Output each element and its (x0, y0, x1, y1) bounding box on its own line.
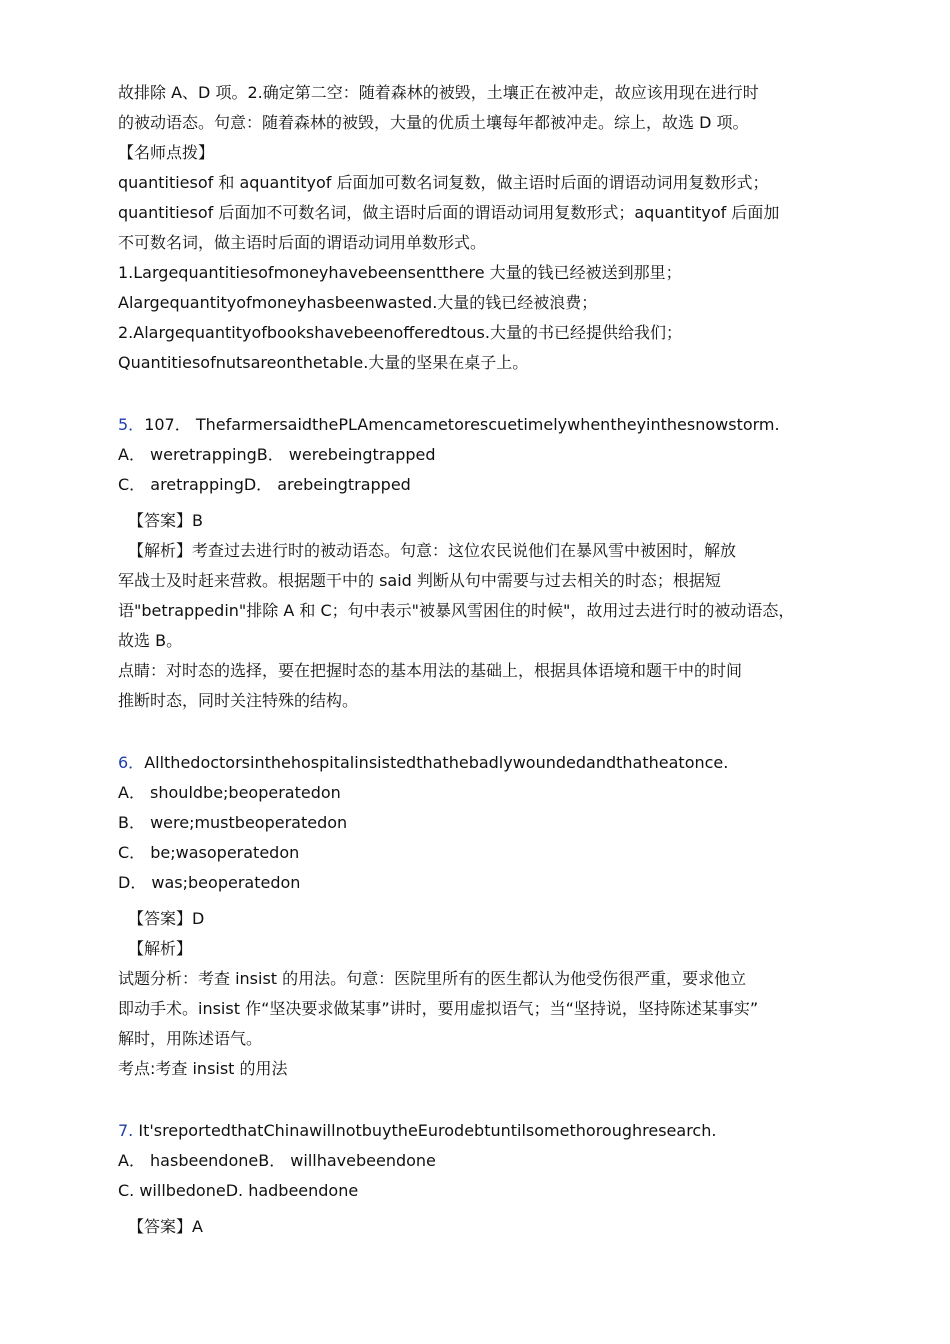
document-page (118, 78, 848, 1242)
answer-line: 【答案】B (128, 511, 203, 530)
option-line: C. willbedoneD. hadbeendone (118, 1181, 359, 1200)
option-line: B． were;mustbeoperatedon (118, 813, 348, 832)
analysis-line: 点睛：对时态的选择，要在把握时态的基本用法的基础上，根据具体语境和题干中的时间 (118, 661, 743, 680)
text-line: quantitiesof 后面加不可数名词，做主语时后面的谓语动词用复数形式；aquantityof 后面加 (118, 203, 780, 222)
option-line: A． hasbeendoneB． willhavebeendone (118, 1151, 436, 1170)
example-sentence: Alargequantityofmoneyhasbeenwasted.大量的钱已经被浪费； (118, 293, 598, 312)
analysis-line: 解时，用陈述语气。 (118, 1029, 263, 1048)
text-line: 的被动语态。句意：随着森林的被毁，大量的优质土壤每年都被冲走。综上，故选 D 项。 (118, 113, 749, 132)
analysis-line: 考点:考查 insist 的用法 (118, 1059, 288, 1078)
analysis-line: 故选 B。 (118, 631, 183, 650)
question-number: 6． (118, 753, 145, 772)
example-sentence: Quantitiesofnutsareonthetable.大量的坚果在桌子上。 (118, 353, 529, 372)
question-text: Allthedoctorsinthehospitalinsistedthathebadlywoundedandthatheatonce. (144, 753, 729, 772)
text-line: 故排除 A、D 项。2.确定第二空：随着森林的被毁，土壤正在被冲走，故应该用现在进行时 (118, 83, 759, 102)
question-stem (118, 1116, 848, 1146)
example-sentence: 2.Alargequantityofbookshavebeenofferedtous.大量的书已经提供给我们； (118, 323, 682, 342)
answer-line: 【答案】A (128, 1217, 203, 1236)
question-number: 7. (118, 1121, 134, 1140)
analysis-line: 推断时态，同时关注特殊的结构。 (118, 691, 359, 710)
text-line: quantitiesof 和 aquantityof 后面加可数名词复数，做主语时后面的谓语动词用复数形式； (118, 173, 769, 192)
question-5 (118, 410, 848, 716)
question-text: 107． ThefarmersaidthePLAmencametorescuetimelywhentheyinthesnowstorm. (144, 415, 780, 434)
section-heading: 【名师点拨】 (118, 143, 215, 162)
question-7 (118, 1116, 848, 1242)
analysis-title: 【解析】 (128, 939, 193, 958)
option-line: A． shouldbe;beoperatedon (118, 783, 341, 802)
question-stem (118, 410, 848, 440)
option-line: A． weretrappingB． werebeingtrapped (118, 445, 436, 464)
analysis-line: 试题分析：考查 insist 的用法。句意：医院里所有的医生都认为他受伤很严重，要求他立 (118, 969, 747, 988)
question-number: 5． (118, 415, 145, 434)
example-sentence: 1.Largequantitiesofmoneyhavebeensentthere 大量的钱已经被送到那里； (118, 263, 682, 282)
previous-question-explanation (118, 78, 848, 378)
question-text: It'sreportedthatChinawillnotbuytheEurodebtuntilsomethoroughresearch. (133, 1121, 717, 1140)
option-line: C． aretrappingD． arebeingtrapped (118, 475, 411, 494)
text-line: 不可数名词，做主语时后面的谓语动词用单数形式。 (118, 233, 487, 252)
analysis-line: 语"betrappedin"排除 A 和 C；句中表示"被暴风雪困住的时候"，故用过去进行时的被动语态， (118, 601, 795, 620)
question-stem (118, 748, 848, 778)
analysis-line: 【解析】考查过去进行时的被动语态。句意：这位农民说他们在暴风雪中被困时，解放 (128, 541, 737, 560)
question-6 (118, 748, 848, 1084)
analysis-line: 军战士及时赶来营救。根据题干中的 said 判断从句中需要与过去相关的时态；根据短 (118, 571, 721, 590)
option-line: C． be;wasoperatedon (118, 843, 300, 862)
analysis-line: 即动手术。insist 作“坚决要求做某事”讲时，要用虚拟语气；当“坚持说，坚持陈述某事实” (118, 999, 759, 1018)
answer-line: 【答案】D (128, 909, 205, 928)
option-line: D． was;beoperatedon (118, 873, 301, 892)
